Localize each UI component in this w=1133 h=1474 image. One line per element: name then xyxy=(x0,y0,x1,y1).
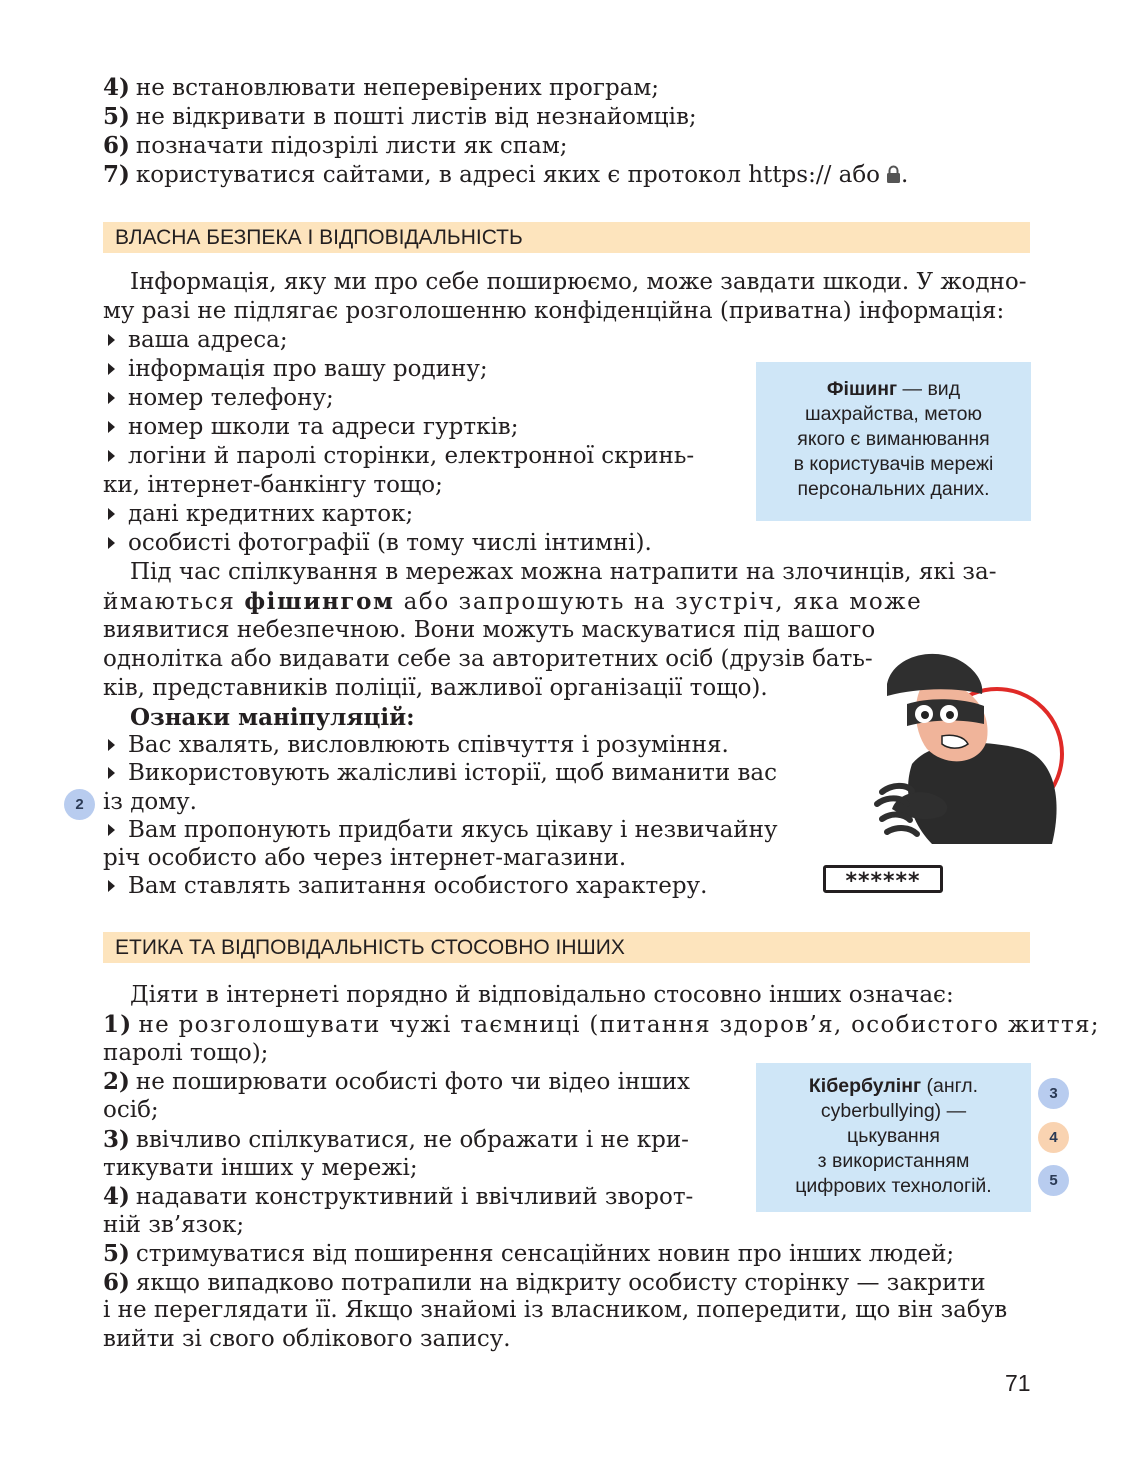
bullet-arrow-icon xyxy=(108,767,115,779)
manipulation-title: Ознаки маніпуляцій: xyxy=(130,704,415,731)
bullet-arrow-icon xyxy=(108,508,115,520)
paragraph-line: му разі не підлягає розголошенню конфіденційна (приватна) інформація: xyxy=(103,298,1005,324)
ethics-item-continuation: і не переглядати її. Якщо знайомі із власником, попередити, що він забув xyxy=(103,1297,1008,1323)
bullet-arrow-icon xyxy=(108,824,115,836)
ethics-item-5: 5) стримуватися від поширення сенсаційних новин про інших людей; xyxy=(103,1240,955,1267)
bullet-item: особисті фотографії (в тому числі інтимні). xyxy=(103,529,652,558)
ethics-item-continuation: паролі тощо); xyxy=(103,1040,269,1066)
cyberbullying-definition-note: Кібербулінг (англ. cyberbullying) — цькування з використанням цифрових технологій. xyxy=(756,1063,1031,1212)
lock-icon xyxy=(886,162,901,191)
paragraph-line: Діяти в інтернеті порядно й відповідально стосовно інших означає: xyxy=(130,982,954,1008)
bullet-arrow-icon xyxy=(108,421,115,433)
ethics-item-4: 4) надавати конструктивний і ввічливий зворот- xyxy=(103,1183,694,1210)
manipulation-continuation: річ особисто або через інтернет-магазини. xyxy=(103,845,627,871)
ethics-item-continuation: осіб; xyxy=(103,1097,159,1123)
ethics-item-6: 6) якщо випадково потрапили на відкриту особисту сторінку — закрити xyxy=(103,1269,986,1296)
page-number: 71 xyxy=(1005,1370,1031,1396)
bullet-arrow-icon xyxy=(108,363,115,375)
bullet-continuation: ки, інтернет-банкінгу тощо; xyxy=(103,472,443,498)
paragraph-line: Інформація, яку ми про себе поширюємо, може завдати шкоди. У жодно- xyxy=(130,269,1027,295)
bullet-item: номер школи та адреси гуртків; xyxy=(103,413,519,442)
badge-2: 2 xyxy=(64,789,95,820)
manipulation-item: Використовують жалісливі історії, щоб виманити вас xyxy=(103,759,777,788)
manipulation-item: Вам пропонують придбати якусь цікаву і незвичайну xyxy=(103,816,778,845)
manipulation-item: Вам ставлять запитання особистого характеру. xyxy=(103,872,707,901)
intro-item-6: 6) позначати підозрілі листи як спам; xyxy=(103,132,568,159)
bullet-arrow-icon xyxy=(108,392,115,404)
bullet-arrow-icon xyxy=(108,334,115,346)
bullet-item: номер телефону; xyxy=(103,384,334,413)
paragraph-line: виявитися небезпечною. Вони можуть маскуватися під вашого xyxy=(103,617,876,643)
phishing-definition-note: Фішинг — вид шахрайства, метою якого є виманювання в користувачів мережі персональних даних. xyxy=(756,362,1031,521)
bullet-arrow-icon xyxy=(108,537,115,549)
password-field-graphic: ****** xyxy=(823,865,943,893)
section-heading-own-safety: ВЛАСНА БЕЗПЕКА І ВІДПОВІДАЛЬНІСТЬ xyxy=(103,222,1030,253)
manipulation-continuation: із дому. xyxy=(103,789,197,815)
paragraph-line: Під час спілкування в мережах можна натрапити на злочинців, які за- xyxy=(130,559,997,585)
intro-item-5: 5) не відкривати в пошті листів від незнайомців; xyxy=(103,103,697,130)
ethics-item-continuation: ній зв’язок; xyxy=(103,1212,245,1238)
badge-5: 5 xyxy=(1038,1165,1069,1196)
ethics-item-continuation: тикувати інших у мережі; xyxy=(103,1155,418,1181)
badge-4: 4 xyxy=(1038,1122,1069,1153)
intro-item-4: 4) не встановлювати неперевірених програм; xyxy=(103,74,660,101)
bullet-item: інформація про вашу родину; xyxy=(103,355,488,384)
section-heading-ethics: ЕТИКА ТА ВІДПОВІДАЛЬНІСТЬ СТОСОВНО ІНШИХ xyxy=(103,932,1030,963)
manipulation-item: Вас хвалять, висловлюють співчуття і розуміння. xyxy=(103,731,729,760)
ethics-item-continuation: вийти зі свого облікового запису. xyxy=(103,1326,511,1352)
bullet-item: дані кредитних карток; xyxy=(103,500,413,529)
paragraph-line: однолітка або видавати себе за авторитетних осіб (друзів бать- xyxy=(103,646,873,672)
paragraph-line: ймаються фішингом або запрошують на зустріч, яка може xyxy=(103,588,923,615)
intro-item-7: 7) користуватися сайтами, в адресі яких є протокол https:// або . xyxy=(103,160,908,191)
ethics-item-2: 2) не поширювати особисті фото чи відео інших xyxy=(103,1068,691,1095)
badge-3: 3 xyxy=(1038,1078,1069,1109)
ethics-item-3: 3) ввічливо спілкуватися, не ображати і не кри- xyxy=(103,1126,689,1153)
bullet-item: ваша адреса; xyxy=(103,326,288,355)
bullet-arrow-icon xyxy=(108,450,115,462)
bullet-arrow-icon xyxy=(108,880,115,892)
bullet-arrow-icon xyxy=(108,739,115,751)
bullet-item: логіни й паролі сторінки, електронної скринь- xyxy=(103,442,694,471)
thief-illustration xyxy=(872,644,1072,859)
ethics-item-1: 1) не розголошувати чужі таємниці (питання здоров’я, особистого життя; xyxy=(103,1011,1100,1038)
paragraph-line: ків, представників поліції, важливої організації тощо). xyxy=(103,675,768,701)
